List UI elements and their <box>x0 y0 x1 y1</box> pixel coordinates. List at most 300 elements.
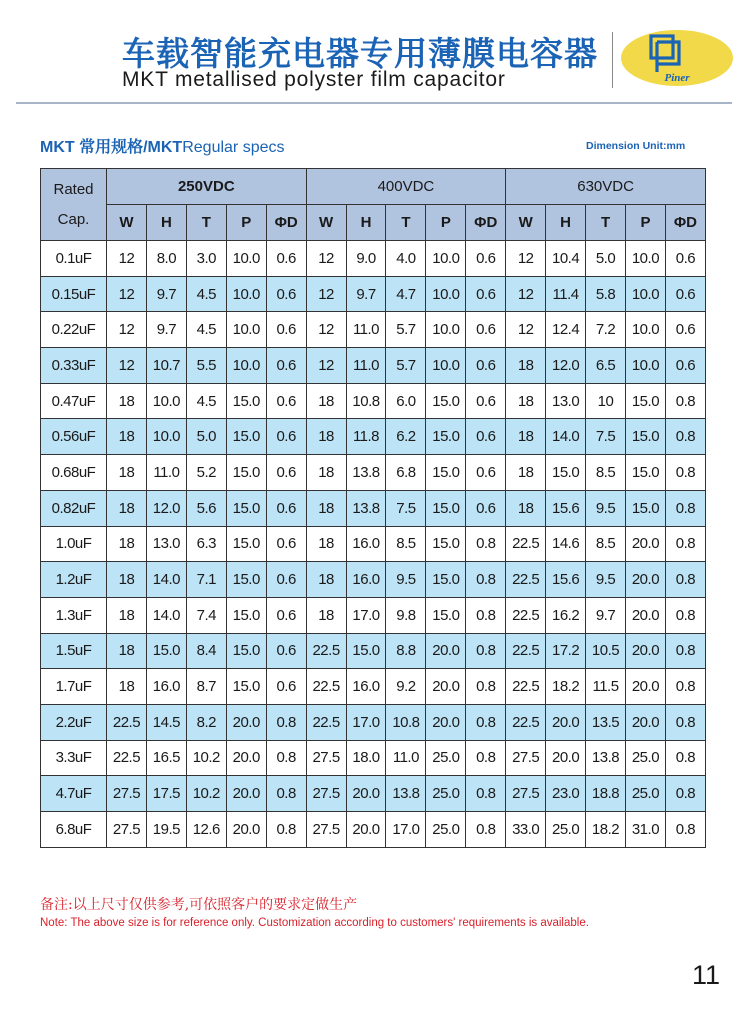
cell-v250: 0.6 <box>266 669 306 705</box>
cell-v400: 13.8 <box>386 776 426 812</box>
cell-v400: 18 <box>306 419 346 455</box>
dimension-header-row <box>41 205 706 241</box>
cell-v630: 10.0 <box>625 241 665 277</box>
cell-v630: 0.8 <box>665 455 705 491</box>
cell-v250: 22.5 <box>107 704 147 740</box>
cell-v250: 8.2 <box>186 704 226 740</box>
cell-v630: 15.6 <box>546 490 586 526</box>
cell-v630: 20.0 <box>546 704 586 740</box>
cell-v250: 6.3 <box>186 526 226 562</box>
table-row <box>41 419 706 455</box>
cell-v630: 20.0 <box>625 704 665 740</box>
cap-cell: 0.33uF <box>41 348 107 384</box>
cell-v250: 10.0 <box>226 241 266 277</box>
cell-v400: 4.0 <box>386 241 426 277</box>
cell-v250: 4.5 <box>186 383 226 419</box>
cell-v250: 20.0 <box>226 740 266 776</box>
cell-v630: 13.8 <box>586 740 626 776</box>
cell-v250: 20.0 <box>226 812 266 848</box>
col-header-v250-1: H <box>146 205 186 241</box>
cell-v400: 0.6 <box>466 419 506 455</box>
cap-cell: 0.68uF <box>41 455 107 491</box>
table-row <box>41 812 706 848</box>
cell-v630: 10.4 <box>546 241 586 277</box>
cell-v250: 10.7 <box>146 348 186 384</box>
cell-v400: 27.5 <box>306 776 346 812</box>
cell-v400: 18 <box>306 455 346 491</box>
cell-v400: 0.6 <box>466 455 506 491</box>
cell-v400: 0.6 <box>466 312 506 348</box>
cell-v250: 0.8 <box>266 740 306 776</box>
cell-v630: 0.6 <box>665 312 705 348</box>
cap-cell: 4.7uF <box>41 776 107 812</box>
cell-v630: 0.8 <box>665 490 705 526</box>
cell-v630: 0.8 <box>665 704 705 740</box>
cell-v400: 22.5 <box>306 704 346 740</box>
cell-v630: 12 <box>506 312 546 348</box>
cell-v630: 0.8 <box>665 419 705 455</box>
cell-v630: 12 <box>506 276 546 312</box>
cell-v630: 22.5 <box>506 562 546 598</box>
cell-v400: 9.7 <box>346 276 386 312</box>
cell-v250: 19.5 <box>146 812 186 848</box>
table-row <box>41 383 706 419</box>
cell-v250: 18 <box>107 633 147 669</box>
cell-v250: 8.0 <box>146 241 186 277</box>
cell-v630: 18 <box>506 455 546 491</box>
table-row <box>41 704 706 740</box>
specs-table-body <box>41 241 706 848</box>
cell-v400: 10.0 <box>426 348 466 384</box>
cell-v250: 8.7 <box>186 669 226 705</box>
cell-v400: 0.8 <box>466 562 506 598</box>
cell-v630: 0.6 <box>665 276 705 312</box>
cell-v400: 0.8 <box>466 633 506 669</box>
cap-cell: 1.0uF <box>41 526 107 562</box>
cell-v630: 12 <box>506 241 546 277</box>
cell-v400: 8.8 <box>386 633 426 669</box>
cell-v250: 20.0 <box>226 704 266 740</box>
cell-v250: 0.8 <box>266 704 306 740</box>
cell-v630: 6.5 <box>586 348 626 384</box>
cell-v400: 11.0 <box>346 312 386 348</box>
cell-v250: 4.5 <box>186 312 226 348</box>
cell-v250: 15.0 <box>226 669 266 705</box>
table-row <box>41 776 706 812</box>
cell-v630: 0.8 <box>665 669 705 705</box>
cell-v630: 0.8 <box>665 562 705 598</box>
voltage-400-header: 400VDC <box>306 169 506 205</box>
cell-v400: 10.8 <box>346 383 386 419</box>
cell-v250: 18 <box>107 669 147 705</box>
cell-v400: 4.7 <box>386 276 426 312</box>
cell-v630: 20.0 <box>625 669 665 705</box>
table-row <box>41 276 706 312</box>
cell-v250: 14.5 <box>146 704 186 740</box>
col-header-v400-1: H <box>346 205 386 241</box>
cell-v400: 18 <box>306 562 346 598</box>
cell-v400: 20.0 <box>426 633 466 669</box>
cell-v250: 10.0 <box>146 383 186 419</box>
col-header-v400-4: ΦD <box>466 205 506 241</box>
cell-v400: 0.8 <box>466 704 506 740</box>
cell-v630: 18 <box>506 490 546 526</box>
header-rule <box>16 102 732 104</box>
cell-v400: 6.0 <box>386 383 426 419</box>
cell-v400: 12 <box>306 312 346 348</box>
cell-v630: 16.2 <box>546 597 586 633</box>
cell-v630: 17.2 <box>546 633 586 669</box>
col-header-v400-0: W <box>306 205 346 241</box>
cell-v250: 10.2 <box>186 776 226 812</box>
cell-v630: 9.7 <box>586 597 626 633</box>
cell-v250: 0.6 <box>266 312 306 348</box>
cell-v400: 0.8 <box>466 597 506 633</box>
cell-v400: 16.0 <box>346 526 386 562</box>
cell-v250: 18 <box>107 455 147 491</box>
voltage-header-row <box>41 169 706 205</box>
cell-v630: 20.0 <box>625 526 665 562</box>
cell-v250: 12 <box>107 312 147 348</box>
page-title-en: MKT metallised polyster film capacitor <box>122 68 506 91</box>
cell-v630: 33.0 <box>506 812 546 848</box>
cell-v400: 8.5 <box>386 526 426 562</box>
cell-v630: 18 <box>506 383 546 419</box>
cell-v250: 5.2 <box>186 455 226 491</box>
cell-v400: 0.6 <box>466 241 506 277</box>
cell-v250: 5.5 <box>186 348 226 384</box>
cell-v630: 11.5 <box>586 669 626 705</box>
col-header-v630-3: P <box>625 205 665 241</box>
cell-v630: 22.5 <box>506 669 546 705</box>
cell-v400: 0.6 <box>466 276 506 312</box>
cell-v250: 9.7 <box>146 276 186 312</box>
cell-v400: 0.8 <box>466 669 506 705</box>
cell-v250: 18 <box>107 383 147 419</box>
cell-v400: 13.8 <box>346 455 386 491</box>
cell-v630: 31.0 <box>625 812 665 848</box>
cell-v250: 15.0 <box>226 633 266 669</box>
cell-v400: 22.5 <box>306 669 346 705</box>
cell-v250: 12 <box>107 241 147 277</box>
cell-v250: 15.0 <box>226 562 266 598</box>
col-header-v630-1: H <box>546 205 586 241</box>
cell-v400: 5.7 <box>386 312 426 348</box>
cell-v250: 10.0 <box>226 312 266 348</box>
voltage-630-header: 630VDC <box>506 169 706 205</box>
cell-v630: 22.5 <box>506 633 546 669</box>
cell-v630: 25.0 <box>625 740 665 776</box>
cell-v400: 17.0 <box>346 704 386 740</box>
cell-v400: 15.0 <box>426 490 466 526</box>
cell-v630: 25.0 <box>625 776 665 812</box>
cell-v250: 18 <box>107 562 147 598</box>
cell-v630: 18 <box>506 348 546 384</box>
cell-v400: 11.0 <box>386 740 426 776</box>
cell-v400: 5.7 <box>386 348 426 384</box>
cell-v400: 22.5 <box>306 633 346 669</box>
table-row <box>41 348 706 384</box>
cap-cell: 3.3uF <box>41 740 107 776</box>
cell-v250: 12 <box>107 348 147 384</box>
cell-v630: 0.8 <box>665 740 705 776</box>
cell-v250: 16.5 <box>146 740 186 776</box>
cell-v400: 17.0 <box>346 597 386 633</box>
section-title-bold: MKT 常用规格/MKT <box>40 139 183 156</box>
cell-v400: 25.0 <box>426 776 466 812</box>
col-header-v400-2: T <box>386 205 426 241</box>
cap-cell: 6.8uF <box>41 812 107 848</box>
cell-v400: 0.6 <box>466 490 506 526</box>
table-row <box>41 526 706 562</box>
cell-v400: 20.0 <box>426 669 466 705</box>
col-header-v630-2: T <box>586 205 626 241</box>
cell-v400: 9.5 <box>386 562 426 598</box>
cell-v250: 0.6 <box>266 562 306 598</box>
cell-v250: 10.2 <box>186 740 226 776</box>
cell-v250: 15.0 <box>226 526 266 562</box>
cell-v630: 0.8 <box>665 812 705 848</box>
cell-v250: 0.6 <box>266 241 306 277</box>
cell-v630: 15.0 <box>625 419 665 455</box>
cell-v250: 0.6 <box>266 526 306 562</box>
cell-v630: 18 <box>506 419 546 455</box>
cell-v400: 6.8 <box>386 455 426 491</box>
cell-v250: 0.6 <box>266 455 306 491</box>
cell-v250: 0.6 <box>266 383 306 419</box>
cell-v400: 0.8 <box>466 740 506 776</box>
cap-cell: 0.47uF <box>41 383 107 419</box>
cell-v630: 20.0 <box>625 562 665 598</box>
cell-v400: 11.8 <box>346 419 386 455</box>
cell-v630: 18.2 <box>546 669 586 705</box>
cap-cell: 1.3uF <box>41 597 107 633</box>
cell-v630: 11.4 <box>546 276 586 312</box>
cell-v250: 17.5 <box>146 776 186 812</box>
cell-v250: 12.0 <box>146 490 186 526</box>
cell-v400: 12 <box>306 348 346 384</box>
cell-v630: 10 <box>586 383 626 419</box>
cell-v400: 25.0 <box>426 740 466 776</box>
cell-v250: 15.0 <box>146 633 186 669</box>
cell-v250: 10.0 <box>226 276 266 312</box>
table-row <box>41 597 706 633</box>
note-en: Note: The above size is for reference only. Customization according to customers' requirements is available. <box>40 917 589 929</box>
cell-v630: 5.8 <box>586 276 626 312</box>
cell-v630: 14.0 <box>546 419 586 455</box>
cell-v630: 10.0 <box>625 312 665 348</box>
cell-v630: 9.5 <box>586 562 626 598</box>
cell-v250: 18 <box>107 490 147 526</box>
table-row <box>41 455 706 491</box>
cell-v630: 22.5 <box>506 704 546 740</box>
cell-v400: 27.5 <box>306 740 346 776</box>
cell-v630: 0.8 <box>665 597 705 633</box>
table-row <box>41 669 706 705</box>
cell-v400: 0.8 <box>466 526 506 562</box>
cell-v250: 10.0 <box>226 348 266 384</box>
cell-v630: 5.0 <box>586 241 626 277</box>
cell-v400: 9.2 <box>386 669 426 705</box>
cell-v400: 20.0 <box>346 812 386 848</box>
cell-v400: 15.0 <box>426 597 466 633</box>
cell-v250: 9.7 <box>146 312 186 348</box>
cell-v250: 5.6 <box>186 490 226 526</box>
cell-v630: 18.8 <box>586 776 626 812</box>
table-row <box>41 312 706 348</box>
cell-v400: 12 <box>306 241 346 277</box>
cell-v400: 15.0 <box>426 419 466 455</box>
cell-v250: 18 <box>107 597 147 633</box>
rated-cap-header: Rated Cap. <box>41 169 107 241</box>
cell-v400: 15.0 <box>426 455 466 491</box>
cell-v250: 0.6 <box>266 276 306 312</box>
cell-v400: 13.8 <box>346 490 386 526</box>
section-title <box>40 134 285 157</box>
cell-v250: 14.0 <box>146 562 186 598</box>
cell-v400: 18.0 <box>346 740 386 776</box>
cell-v400: 15.0 <box>346 633 386 669</box>
cell-v250: 0.6 <box>266 348 306 384</box>
cell-v250: 4.5 <box>186 276 226 312</box>
cell-v250: 10.0 <box>146 419 186 455</box>
cell-v630: 0.8 <box>665 633 705 669</box>
cap-cell: 0.82uF <box>41 490 107 526</box>
cell-v400: 18 <box>306 383 346 419</box>
cell-v630: 0.6 <box>665 241 705 277</box>
cell-v400: 15.0 <box>426 562 466 598</box>
cell-v630: 7.2 <box>586 312 626 348</box>
cell-v630: 0.8 <box>665 776 705 812</box>
cell-v250: 18 <box>107 526 147 562</box>
cap-cell: 2.2uF <box>41 704 107 740</box>
cell-v400: 18 <box>306 597 346 633</box>
col-header-v400-3: P <box>426 205 466 241</box>
cell-v400: 18 <box>306 490 346 526</box>
col-header-v250-3: P <box>226 205 266 241</box>
cell-v250: 13.0 <box>146 526 186 562</box>
cell-v250: 18 <box>107 419 147 455</box>
cell-v400: 12 <box>306 276 346 312</box>
cell-v400: 7.5 <box>386 490 426 526</box>
cell-v630: 20.0 <box>625 633 665 669</box>
cell-v250: 16.0 <box>146 669 186 705</box>
cell-v250: 8.4 <box>186 633 226 669</box>
cap-cell: 0.15uF <box>41 276 107 312</box>
table-row <box>41 633 706 669</box>
cell-v630: 8.5 <box>586 526 626 562</box>
cap-cell: 0.56uF <box>41 419 107 455</box>
cell-v400: 9.8 <box>386 597 426 633</box>
cell-v630: 27.5 <box>506 740 546 776</box>
cell-v400: 20.0 <box>346 776 386 812</box>
table-row <box>41 562 706 598</box>
cell-v630: 13.5 <box>586 704 626 740</box>
cell-v630: 12.0 <box>546 348 586 384</box>
cell-v400: 10.0 <box>426 312 466 348</box>
cell-v250: 12.6 <box>186 812 226 848</box>
cell-v630: 0.8 <box>665 526 705 562</box>
cell-v400: 10.0 <box>426 276 466 312</box>
cell-v250: 0.6 <box>266 419 306 455</box>
cell-v630: 14.6 <box>546 526 586 562</box>
cell-v250: 22.5 <box>107 740 147 776</box>
cap-cell: 1.5uF <box>41 633 107 669</box>
cell-v250: 15.0 <box>226 419 266 455</box>
cell-v400: 0.8 <box>466 776 506 812</box>
cell-v630: 0.6 <box>665 348 705 384</box>
dimension-unit-label: Dimension Unit:mm <box>586 140 686 152</box>
cell-v250: 15.0 <box>226 597 266 633</box>
voltage-250-header: 250VDC <box>107 169 307 205</box>
cell-v630: 15.0 <box>625 490 665 526</box>
cell-v630: 10.0 <box>625 276 665 312</box>
cell-v630: 8.5 <box>586 455 626 491</box>
table-row <box>41 740 706 776</box>
col-header-v630-0: W <box>506 205 546 241</box>
cell-v630: 12.4 <box>546 312 586 348</box>
cell-v630: 10.5 <box>586 633 626 669</box>
cell-v250: 27.5 <box>107 812 147 848</box>
col-header-v630-4: ΦD <box>665 205 705 241</box>
header-divider <box>612 32 613 88</box>
cell-v400: 15.0 <box>426 526 466 562</box>
cell-v250: 14.0 <box>146 597 186 633</box>
cell-v400: 17.0 <box>386 812 426 848</box>
cell-v630: 20.0 <box>625 597 665 633</box>
cell-v630: 22.5 <box>506 597 546 633</box>
cap-cell: 1.2uF <box>41 562 107 598</box>
cell-v630: 15.6 <box>546 562 586 598</box>
logo-text: Piner <box>664 72 690 84</box>
cell-v400: 11.0 <box>346 348 386 384</box>
cell-v630: 18.2 <box>586 812 626 848</box>
cell-v250: 11.0 <box>146 455 186 491</box>
cell-v250: 15.0 <box>226 383 266 419</box>
cell-v400: 6.2 <box>386 419 426 455</box>
cell-v400: 0.6 <box>466 383 506 419</box>
cell-v250: 0.8 <box>266 812 306 848</box>
cell-v630: 0.8 <box>665 383 705 419</box>
cell-v630: 9.5 <box>586 490 626 526</box>
cell-v630: 13.0 <box>546 383 586 419</box>
cell-v400: 18 <box>306 526 346 562</box>
cell-v630: 22.5 <box>506 526 546 562</box>
note-cn: 备注:以上尺寸仅供参考,可依照客户的要求定做生产 <box>40 897 358 913</box>
cell-v250: 0.6 <box>266 633 306 669</box>
specs-table <box>40 168 706 848</box>
cell-v400: 10.0 <box>426 241 466 277</box>
cell-v630: 15.0 <box>625 455 665 491</box>
cell-v630: 15.0 <box>546 455 586 491</box>
cell-v400: 0.8 <box>466 812 506 848</box>
cell-v630: 23.0 <box>546 776 586 812</box>
cell-v250: 0.6 <box>266 597 306 633</box>
cell-v250: 7.1 <box>186 562 226 598</box>
piner-logo <box>619 28 735 88</box>
cell-v400: 25.0 <box>426 812 466 848</box>
cell-v400: 27.5 <box>306 812 346 848</box>
cell-v250: 27.5 <box>107 776 147 812</box>
cell-v250: 0.6 <box>266 490 306 526</box>
cell-v400: 10.8 <box>386 704 426 740</box>
cell-v630: 7.5 <box>586 419 626 455</box>
cell-v250: 3.0 <box>186 241 226 277</box>
cell-v400: 16.0 <box>346 562 386 598</box>
cell-v630: 10.0 <box>625 348 665 384</box>
cell-v400: 9.0 <box>346 241 386 277</box>
cap-cell: 0.22uF <box>41 312 107 348</box>
